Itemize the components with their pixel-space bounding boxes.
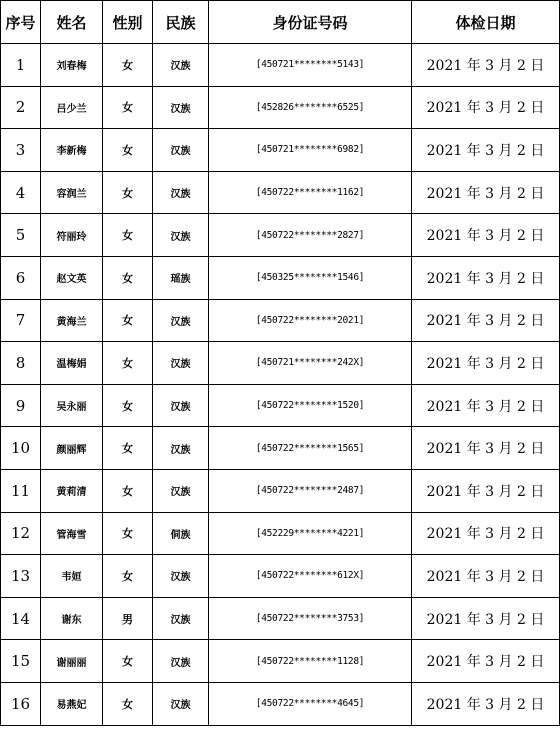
ethnicity-cell: 汉族: [153, 597, 209, 640]
ethnicity-cell: 汉族: [153, 682, 209, 725]
gender-cell: 女: [103, 512, 153, 555]
table-row: [1, 44, 560, 87]
id-number-cell: [450722********1128]: [209, 640, 412, 683]
name-cell: 温梅娟: [41, 342, 103, 385]
gender-cell: 女: [103, 682, 153, 725]
ethnicity-cell: 汉族: [153, 44, 209, 87]
exam-date-cell: 2021 年 3 月 2 日: [412, 427, 560, 470]
ethnicity-cell: 汉族: [153, 640, 209, 683]
table-row: [1, 129, 560, 172]
row-number: 7: [1, 299, 41, 342]
ethnicity-cell: 汉族: [153, 427, 209, 470]
name-cell: 易燕妃: [41, 682, 103, 725]
gender-cell: 女: [103, 427, 153, 470]
gender-cell: 女: [103, 555, 153, 598]
exam-date-cell: 2021 年 3 月 2 日: [412, 44, 560, 87]
gender-cell: 女: [103, 129, 153, 172]
name-cell: 谢丽丽: [41, 640, 103, 683]
ethnicity-cell: 汉族: [153, 342, 209, 385]
exam-date-cell: 2021 年 3 月 2 日: [412, 384, 560, 427]
header-no: 序号: [1, 1, 41, 44]
id-number-cell: [450721********6982]: [209, 129, 412, 172]
name-cell: 符丽玲: [41, 214, 103, 257]
exam-date-cell: 2021 年 3 月 2 日: [412, 214, 560, 257]
ethnicity-cell: 汉族: [153, 214, 209, 257]
ethnicity-cell: 汉族: [153, 555, 209, 598]
row-number: 8: [1, 342, 41, 385]
header-gender: 性别: [103, 1, 153, 44]
header-exam-date: 体检日期: [412, 1, 560, 44]
name-cell: 谢东: [41, 597, 103, 640]
gender-cell: 女: [103, 214, 153, 257]
header-name: 姓名: [41, 1, 103, 44]
exam-date-cell: 2021 年 3 月 2 日: [412, 171, 560, 214]
gender-cell: 女: [103, 342, 153, 385]
gender-cell: 女: [103, 640, 153, 683]
ethnicity-cell: 汉族: [153, 299, 209, 342]
gender-cell: 女: [103, 44, 153, 87]
id-number-cell: [450722********612X]: [209, 555, 412, 598]
header-row: [1, 1, 560, 44]
id-number-cell: [450721********242X]: [209, 342, 412, 385]
table-row: [1, 214, 560, 257]
name-cell: 吕少兰: [41, 86, 103, 129]
table-row: [1, 597, 560, 640]
name-cell: 刘春梅: [41, 44, 103, 87]
header-ethnicity: 民族: [153, 1, 209, 44]
table-row: [1, 640, 560, 683]
table-row: [1, 299, 560, 342]
ethnicity-cell: 侗族: [153, 512, 209, 555]
name-cell: 黄海兰: [41, 299, 103, 342]
exam-date-cell: 2021 年 3 月 2 日: [412, 256, 560, 299]
table-row: [1, 86, 560, 129]
header-id-number: 身份证号码: [209, 1, 412, 44]
row-number: 12: [1, 512, 41, 555]
row-number: 6: [1, 256, 41, 299]
name-cell: 管海雪: [41, 512, 103, 555]
ethnicity-cell: 汉族: [153, 86, 209, 129]
table-row: [1, 469, 560, 512]
ethnicity-cell: 瑶族: [153, 256, 209, 299]
id-number-cell: [450722********3753]: [209, 597, 412, 640]
gender-cell: 女: [103, 256, 153, 299]
table-row: [1, 682, 560, 725]
id-number-cell: [450721********5143]: [209, 44, 412, 87]
name-cell: 颜丽辉: [41, 427, 103, 470]
ethnicity-cell: 汉族: [153, 469, 209, 512]
gender-cell: 男: [103, 597, 153, 640]
name-cell: 黄莉清: [41, 469, 103, 512]
row-number: 3: [1, 129, 41, 172]
exam-date-cell: 2021 年 3 月 2 日: [412, 299, 560, 342]
table-row: [1, 342, 560, 385]
gender-cell: 女: [103, 469, 153, 512]
id-number-cell: [450722********2021]: [209, 299, 412, 342]
gender-cell: 女: [103, 384, 153, 427]
id-number-cell: [450722********1162]: [209, 171, 412, 214]
id-number-cell: [450722********1565]: [209, 427, 412, 470]
name-cell: 容润兰: [41, 171, 103, 214]
exam-date-cell: 2021 年 3 月 2 日: [412, 555, 560, 598]
row-number: 5: [1, 214, 41, 257]
id-number-cell: [450325********1546]: [209, 256, 412, 299]
exam-date-cell: 2021 年 3 月 2 日: [412, 597, 560, 640]
table-row: [1, 427, 560, 470]
name-cell: 赵文英: [41, 256, 103, 299]
exam-date-cell: 2021 年 3 月 2 日: [412, 469, 560, 512]
table-row: [1, 384, 560, 427]
gender-cell: 女: [103, 299, 153, 342]
id-number-cell: [452229********4221]: [209, 512, 412, 555]
exam-date-cell: 2021 年 3 月 2 日: [412, 342, 560, 385]
row-number: 11: [1, 469, 41, 512]
row-number: 13: [1, 555, 41, 598]
id-number-cell: [450722********2487]: [209, 469, 412, 512]
table-row: [1, 512, 560, 555]
id-number-cell: [450722********4645]: [209, 682, 412, 725]
name-cell: 吴永丽: [41, 384, 103, 427]
row-number: 14: [1, 597, 41, 640]
exam-date-cell: 2021 年 3 月 2 日: [412, 129, 560, 172]
name-cell: 韦姮: [41, 555, 103, 598]
table-row: [1, 555, 560, 598]
row-number: 1: [1, 44, 41, 87]
ethnicity-cell: 汉族: [153, 384, 209, 427]
gender-cell: 女: [103, 86, 153, 129]
id-number-cell: [450722********2827]: [209, 214, 412, 257]
table-row: [1, 256, 560, 299]
row-number: 10: [1, 427, 41, 470]
gender-cell: 女: [103, 171, 153, 214]
exam-date-cell: 2021 年 3 月 2 日: [412, 640, 560, 683]
table-row: [1, 171, 560, 214]
row-number: 16: [1, 682, 41, 725]
exam-date-cell: 2021 年 3 月 2 日: [412, 512, 560, 555]
row-number: 9: [1, 384, 41, 427]
ethnicity-cell: 汉族: [153, 129, 209, 172]
id-number-cell: [450722********1520]: [209, 384, 412, 427]
row-number: 15: [1, 640, 41, 683]
exam-date-cell: 2021 年 3 月 2 日: [412, 682, 560, 725]
row-number: 4: [1, 171, 41, 214]
name-cell: 李新梅: [41, 129, 103, 172]
id-number-cell: [452826********6525]: [209, 86, 412, 129]
ethnicity-cell: 汉族: [153, 171, 209, 214]
exam-date-cell: 2021 年 3 月 2 日: [412, 86, 560, 129]
row-number: 2: [1, 86, 41, 129]
